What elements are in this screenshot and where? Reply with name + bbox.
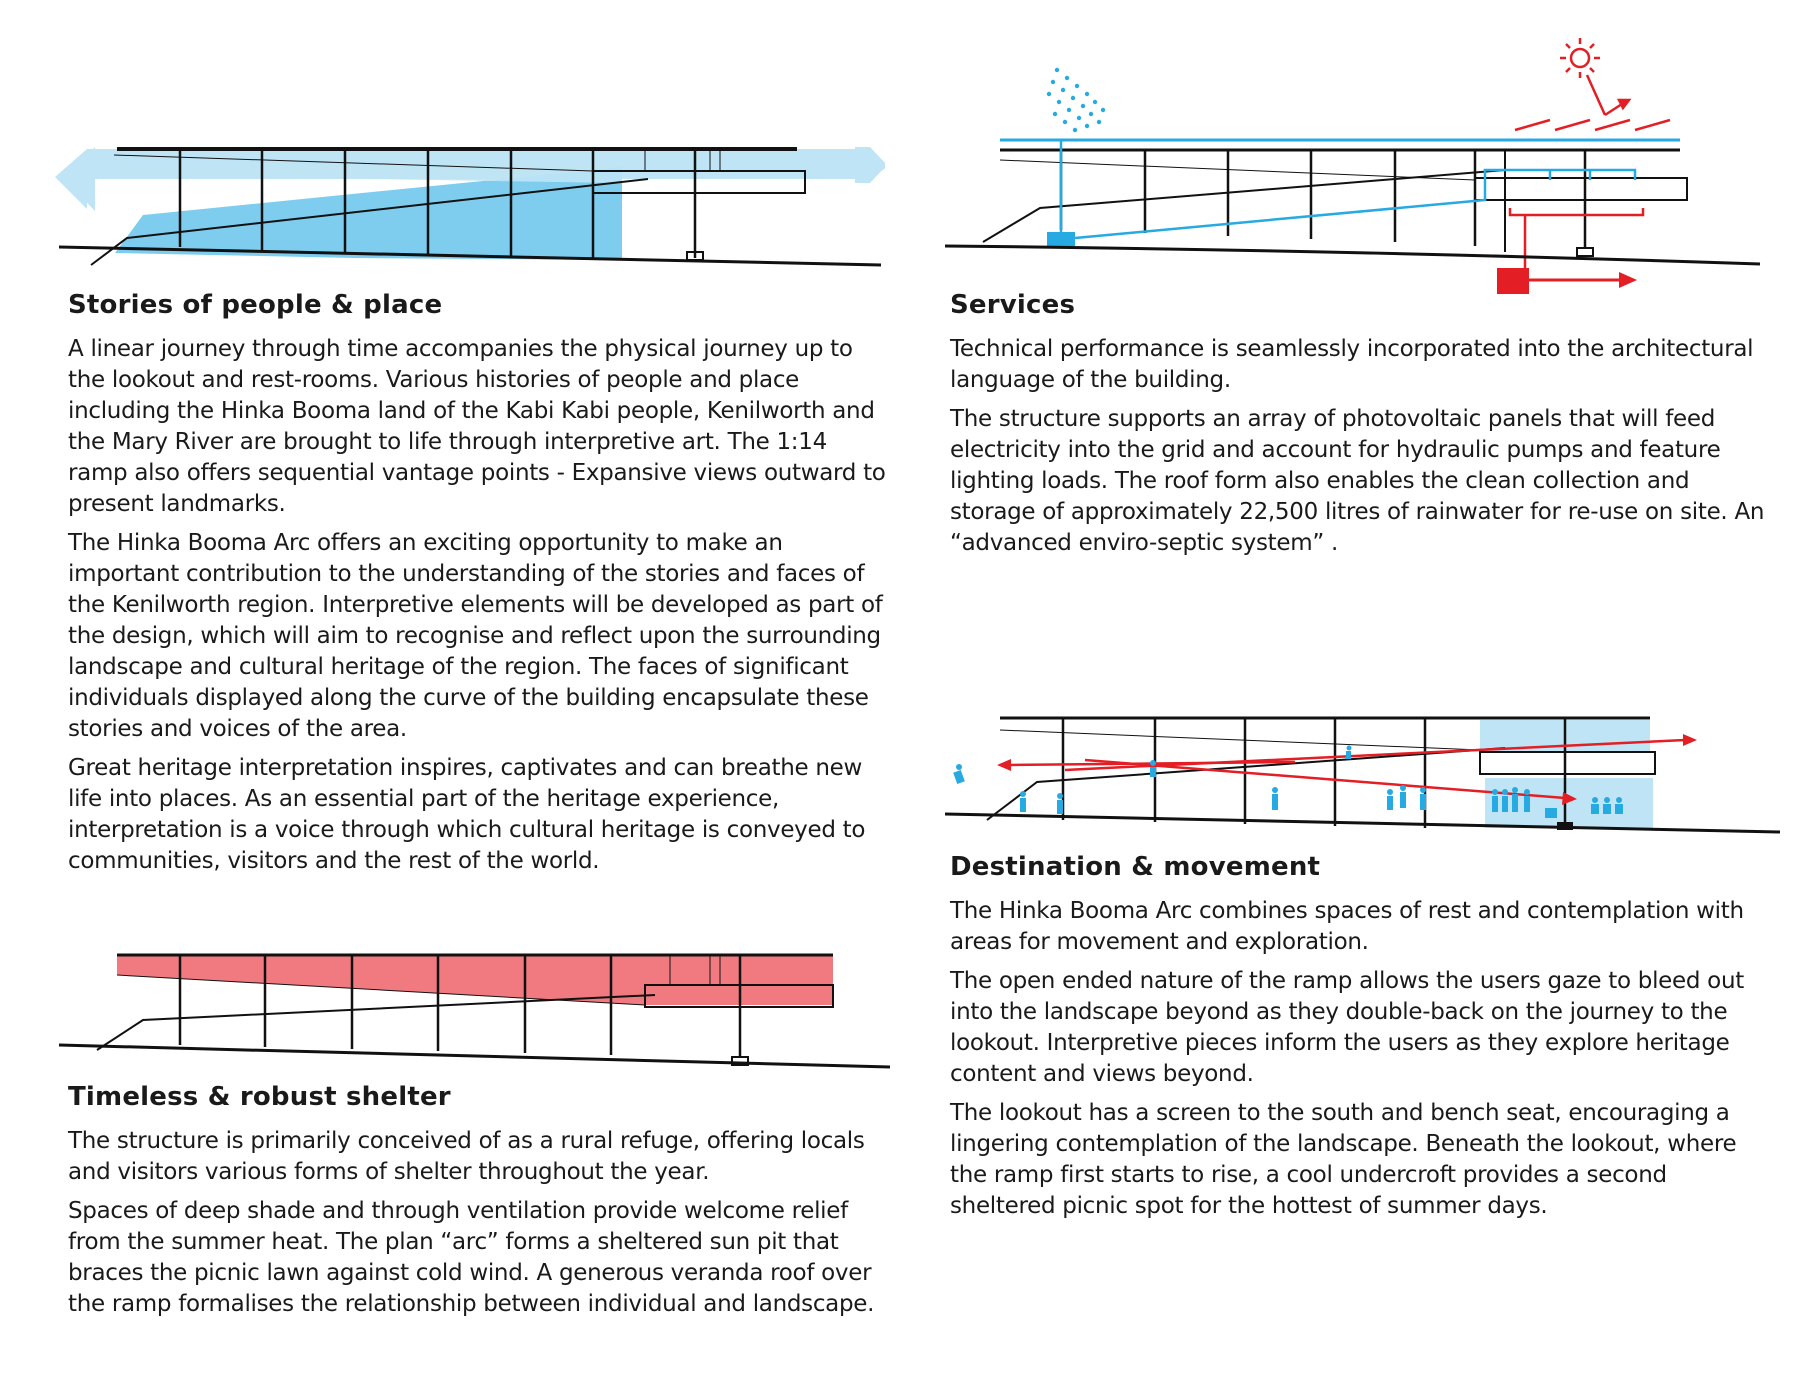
electrical-circuit	[1510, 208, 1643, 215]
ground-line	[59, 1045, 890, 1067]
section-diagram-services	[945, 30, 1765, 300]
destination-heading: Destination & movement	[950, 852, 1321, 882]
water-pipe	[1075, 170, 1635, 238]
destination-paragraph-1: The Hinka Booma Arc combines spaces of rest and contemplation with areas for movement and exploration.	[950, 898, 1744, 955]
shelter-heading: Timeless & robust shelter	[68, 1082, 451, 1112]
stories-section	[68, 290, 888, 885]
shelter-section	[68, 1082, 888, 1328]
stories-paragraph-3: Great heritage interpretation inspires, captivates and can breathe new life into places. As an essential part of the heritage experience, interpretation is a voice through which cultural heritage is conveyed to communities, visitors and the rest of the world.	[68, 755, 866, 874]
section-diagram-views	[55, 135, 885, 270]
glazing-fill-upper	[117, 163, 622, 183]
undercroft-glazing	[1485, 778, 1653, 828]
lookout-box	[1480, 752, 1655, 774]
sun-icon	[1560, 38, 1629, 115]
section-diagram-shelter	[55, 945, 895, 1070]
ground-line	[945, 246, 1760, 264]
shelter-paragraph-1: The structure is primarily conceived of as a rural refuge, offering locals and visitors various forms of shelter throughout the year.	[68, 1128, 865, 1185]
services-section	[950, 290, 1770, 567]
stories-paragraph-2: The Hinka Booma Arc offers an exciting opportunity to make an important contribution to the understanding of the stories and faces of the Kenilworth region. Interpretive elements will be developed as part of the design, which will aim to recognise and reflect upon the surrounding landscape and cultural heritage of the region. The faces of significant individuals displayed along the curve of the building encapsulate these stories and voices of the area.	[68, 530, 883, 742]
services-paragraph-1: Technical performance is seamlessly incorporated into the architectural language of the building.	[950, 336, 1754, 393]
destination-section	[950, 852, 1770, 1230]
rain-icon	[1047, 68, 1105, 132]
destination-paragraph-2: The open ended nature of the ramp allows the users gaze to bleed out into the landscape beyond as they double-back on the journey to the lookout. Interpretive pieces inform the users as they explore heritage content and views beyond.	[950, 968, 1744, 1087]
services-paragraph-2: The structure supports an array of photovoltaic panels that will feed electricity into the grid and account for hydraulic pumps and feature lighting loads. The roof form also enables the clean collection and storage of approximately 22,500 litres of rainwater for re-use on site. An “advanced enviro-septic system” .	[950, 406, 1765, 556]
services-heading: Services	[950, 290, 1076, 320]
stories-paragraph-1: A linear journey through time accompanies the physical journey up to the lookout and rest-rooms. Various histories of people and place including the Hinka Booma land of the Kabi Kabi people, Kenilworth and the Mary River are brought to life through interpretive art. The 1:14 ramp also offers sequential vantage points - Expansive views outward to present landmarks.	[68, 336, 886, 517]
section-diagram-movement	[945, 710, 1785, 840]
pv-panels	[1515, 120, 1670, 130]
destination-paragraph-3: The lookout has a screen to the south and bench seat, encouraging a lingering contemplation of the landscape. Beneath the lookout, where the ramp first starts to rise, a cool undercroft provides a second sheltered picnic spot for the hottest of summer days.	[950, 1100, 1737, 1219]
lookout-box	[1475, 178, 1687, 200]
water-tank	[1047, 232, 1075, 246]
stories-heading: Stories of people & place	[68, 290, 443, 320]
ground-line	[945, 814, 1780, 832]
view-arrow-right	[855, 147, 885, 183]
shelter-paragraph-2: Spaces of deep shade and through ventilation provide welcome relief from the summer heat. The plan “arc” forms a sheltered sun pit that braces the picnic lawn against cold wind. A generous veranda roof over the ramp formalises the relationship between individual and landscape.	[68, 1198, 875, 1317]
